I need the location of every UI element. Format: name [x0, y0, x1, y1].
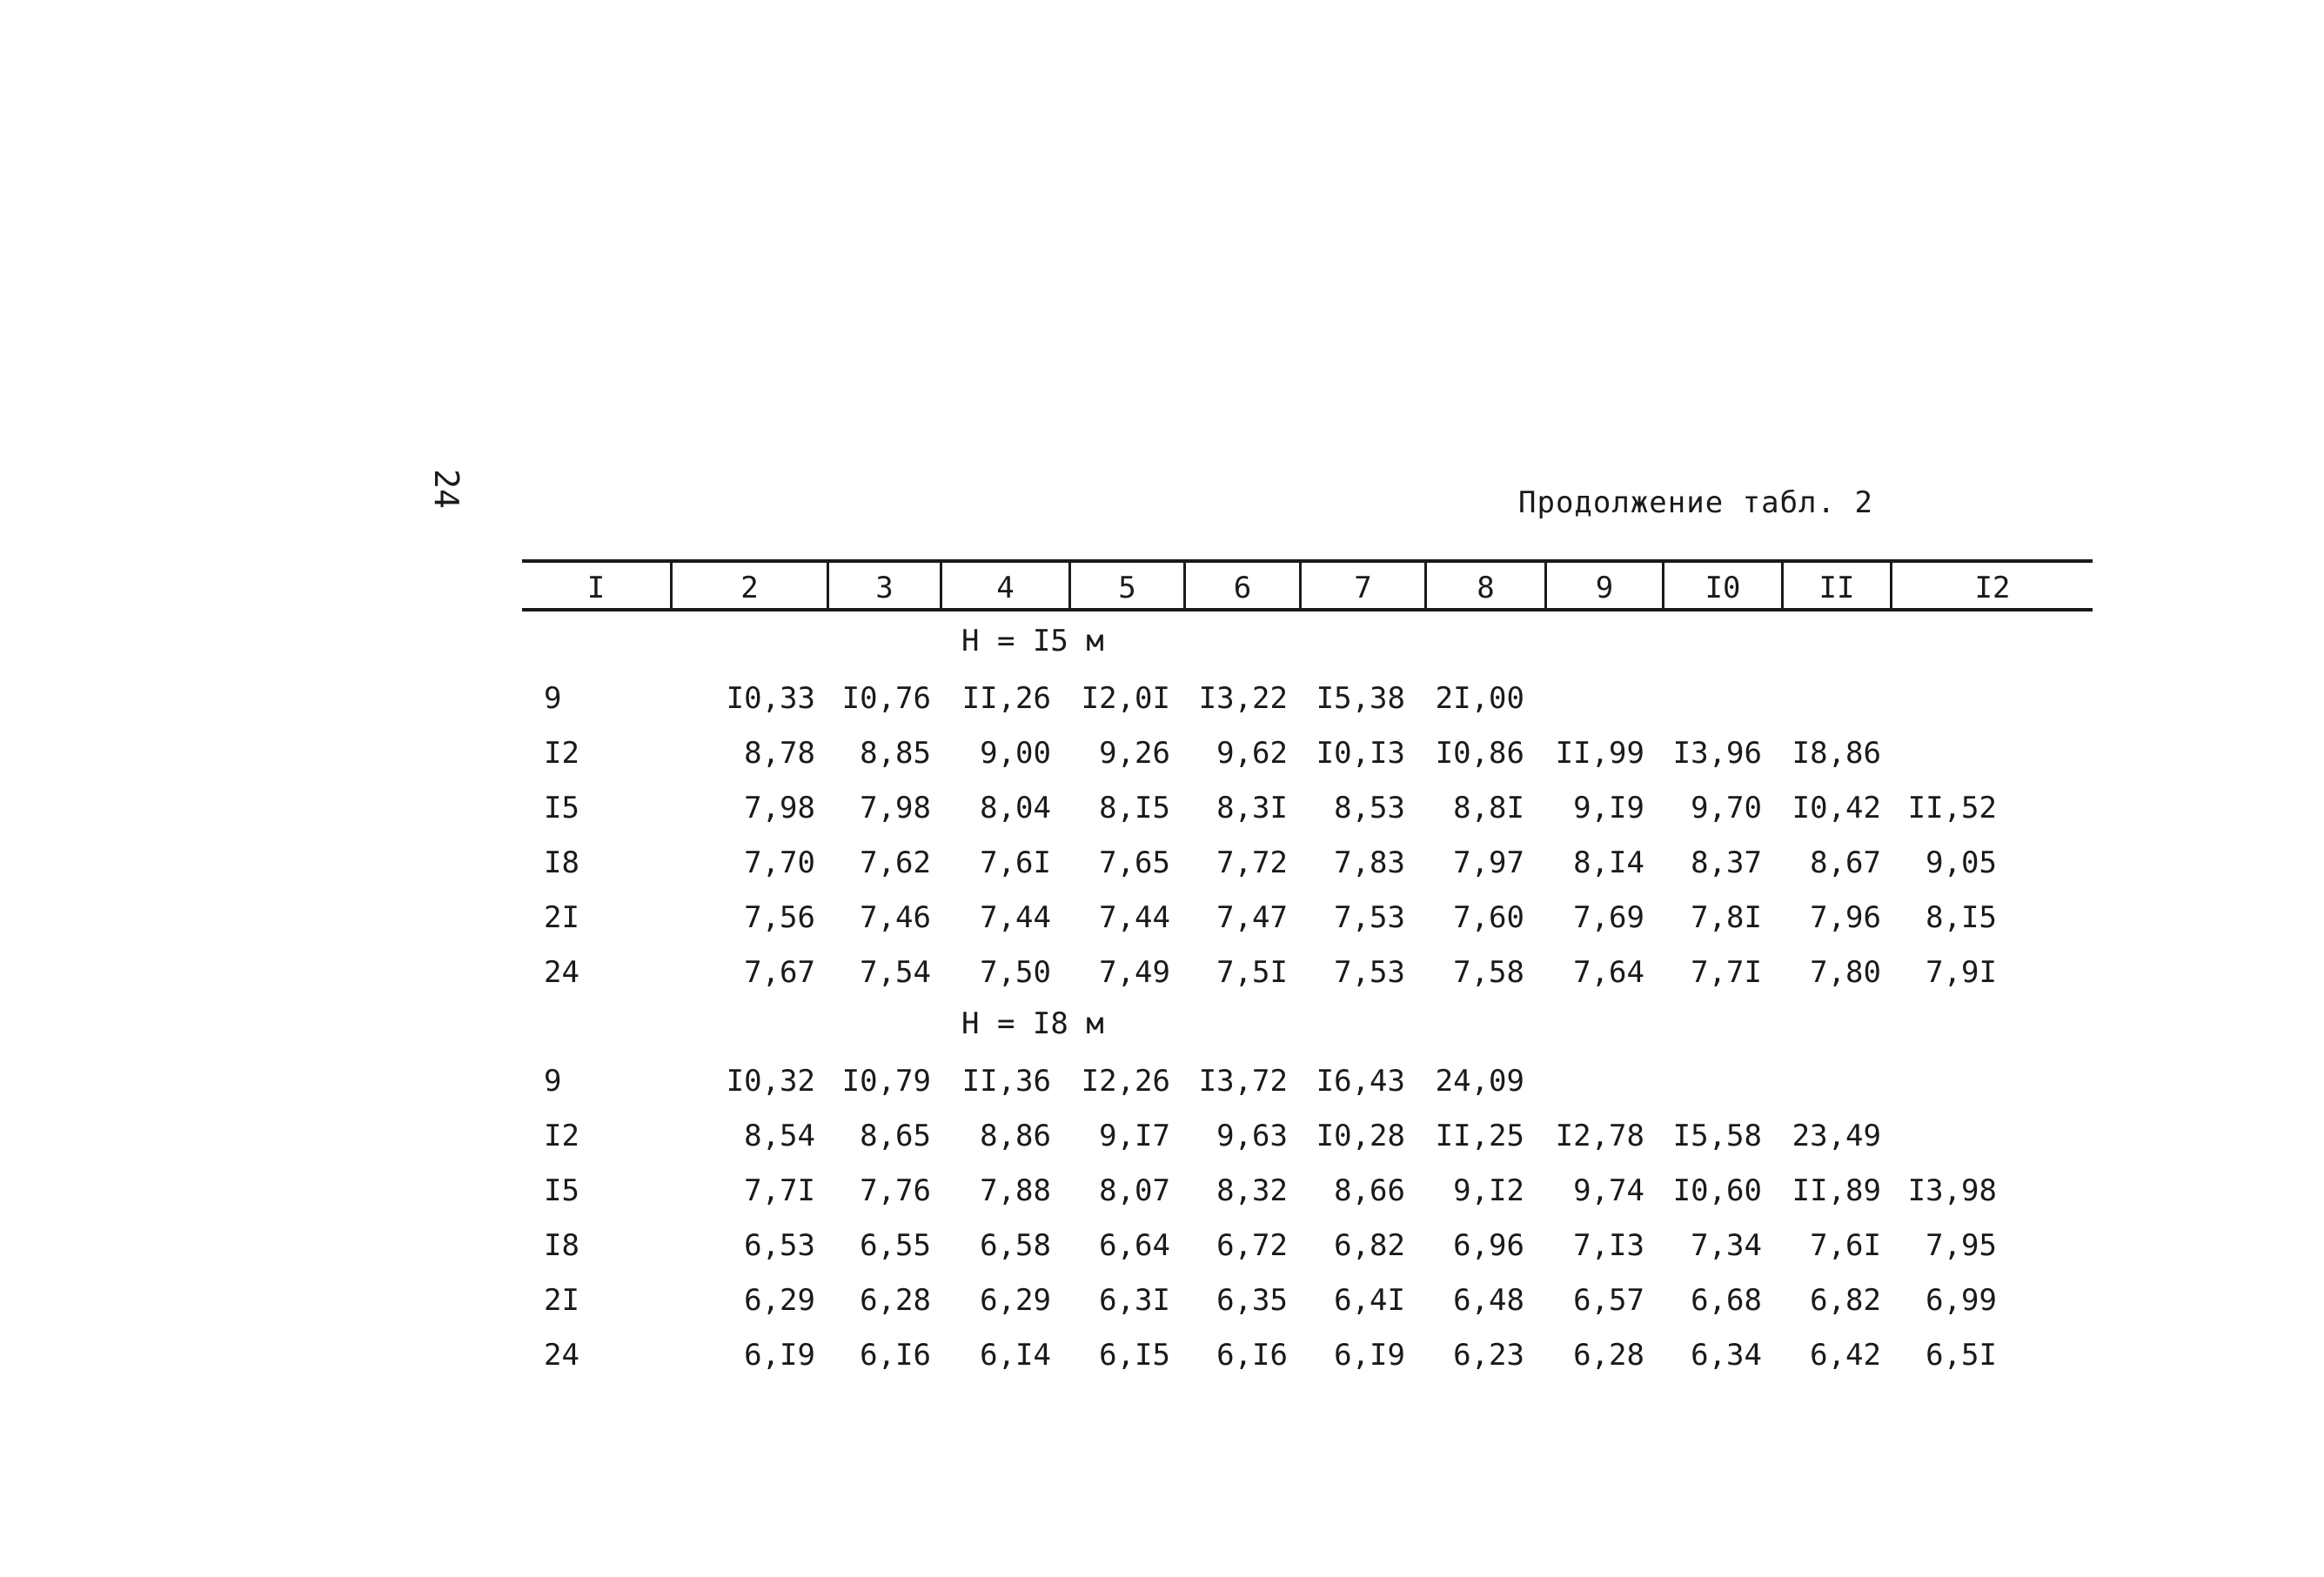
table-row: [522, 1060, 2093, 1102]
table-cell: 6,I9: [1334, 1338, 1405, 1373]
table-cell: 6,I6: [860, 1338, 931, 1373]
table-cell: 7,53: [1334, 955, 1405, 990]
table-cell: I0,86: [1435, 736, 1524, 771]
table-cell: 7,72: [1216, 845, 1288, 880]
table-cell: I8,86: [1792, 736, 1881, 771]
table-cell: I0,I3: [1316, 736, 1405, 771]
table-cell: 8,67: [1810, 845, 1881, 880]
table-cell: 6,29: [744, 1283, 815, 1318]
table-cell: 7,5I: [1216, 955, 1288, 990]
row-label: 24: [544, 955, 579, 990]
table-cell: 7,76: [860, 1173, 931, 1208]
table-cell: 6,I6: [1216, 1338, 1288, 1373]
table-cell: I2,26: [1081, 1064, 1170, 1099]
table-cell: 7,7I: [1691, 955, 1762, 990]
table-cell: 9,I9: [1573, 791, 1644, 825]
table-cell: II,26: [961, 681, 1051, 716]
table-cell: I5,58: [1672, 1119, 1762, 1153]
table-cell: II,99: [1555, 736, 1644, 771]
table-cell: 6,28: [1573, 1338, 1644, 1373]
header-cell-12: I2: [1890, 563, 2093, 608]
row-label: 2I: [544, 1283, 579, 1318]
table-cell: 7,50: [980, 955, 1051, 990]
table-cell: 9,05: [1926, 845, 1997, 880]
table-cell: 7,7I: [744, 1173, 815, 1208]
table-cell: [1523, 678, 1644, 719]
table-cell: 23,49: [1792, 1119, 1881, 1153]
table-cell: 8,54: [744, 1119, 815, 1153]
header-cell-3: 3: [827, 563, 940, 608]
table-cell: 8,32: [1216, 1173, 1288, 1208]
table-cell: [1875, 1060, 1997, 1102]
table-cell: 9,I2: [1453, 1173, 1524, 1208]
table-row: [522, 1334, 2093, 1376]
table-cell: I0,33: [726, 681, 815, 716]
row-label: 9: [544, 681, 562, 716]
header-cell-1: I: [586, 571, 606, 605]
table-row: [522, 678, 2093, 719]
table-cell: 6,58: [980, 1228, 1051, 1263]
header-cell-4: 4: [940, 563, 1068, 608]
table-cell: 9,62: [1216, 736, 1288, 771]
table-row: [522, 732, 2093, 774]
table-body: [522, 611, 2093, 1481]
table-cell: 9,00: [980, 736, 1051, 771]
table-cell: 7,9I: [1926, 955, 1997, 990]
table-cell: I3,72: [1198, 1064, 1288, 1099]
table-cell: I0,32: [726, 1064, 815, 1099]
table-cell: 7,6I: [980, 845, 1051, 880]
table-cell: II,89: [1792, 1173, 1881, 1208]
table-cell: I2,0I: [1081, 681, 1170, 716]
table-cell: 7,62: [860, 845, 931, 880]
table-cell: 8,I5: [1926, 900, 1997, 935]
table-cell: 9,74: [1573, 1173, 1644, 1208]
table-cell: 6,82: [1334, 1228, 1405, 1263]
table-cell: 7,I3: [1573, 1228, 1644, 1263]
table-cell: [1875, 678, 1997, 719]
table-cell: 7,49: [1099, 955, 1170, 990]
table-cell: I0,28: [1316, 1119, 1405, 1153]
table-cell: 8,07: [1099, 1173, 1170, 1208]
table-row: [522, 1280, 2093, 1321]
table-cell: 8,78: [744, 736, 815, 771]
table-cell: 7,6I: [1810, 1228, 1881, 1263]
table-cell: 7,8I: [1691, 900, 1762, 935]
table-cell: 6,68: [1691, 1283, 1762, 1318]
table-cell: 8,04: [980, 791, 1051, 825]
table-cell: 6,28: [860, 1283, 931, 1318]
row-label: I5: [544, 791, 579, 825]
table-cell: 6,72: [1216, 1228, 1288, 1263]
table-cell: 7,83: [1334, 845, 1405, 880]
row-label: I8: [544, 845, 579, 880]
table-cell: 7,44: [1099, 900, 1170, 935]
table-cell: 7,34: [1691, 1228, 1762, 1263]
table-cell: I3,98: [1907, 1173, 1997, 1208]
table-cell: [1759, 1060, 1881, 1102]
table-cell: 7,58: [1453, 955, 1524, 990]
page-number: 24: [427, 469, 465, 509]
table-cell: II,52: [1907, 791, 1997, 825]
row-label: I5: [544, 1173, 579, 1208]
table-cell: 8,3I: [1216, 791, 1288, 825]
table-cell: I6,43: [1316, 1064, 1405, 1099]
table-cell: 7,60: [1453, 900, 1524, 935]
table-cell: 7,70: [744, 845, 815, 880]
table-cell: 7,80: [1810, 955, 1881, 990]
header-cell-5: 5: [1068, 563, 1183, 608]
header-cell-6: 6: [1183, 563, 1299, 608]
table-cell: 8,66: [1334, 1173, 1405, 1208]
table-cell: 7,54: [860, 955, 931, 990]
table-cell: 6,I9: [744, 1338, 815, 1373]
table-cell: 7,98: [744, 791, 815, 825]
table-cell: 6,48: [1453, 1283, 1524, 1318]
table-cell: 2I,00: [1435, 681, 1524, 716]
table-cell: 7,65: [1099, 845, 1170, 880]
table-cell: 9,I7: [1099, 1119, 1170, 1153]
header-cell-2: 2: [670, 563, 827, 608]
table-cell: 6,99: [1926, 1283, 1997, 1318]
table-cell: 9,26: [1099, 736, 1170, 771]
table-cell: 7,96: [1810, 900, 1881, 935]
table-cell: I0,42: [1792, 791, 1881, 825]
table-cell: 7,64: [1573, 955, 1644, 990]
table-cell: 6,34: [1691, 1338, 1762, 1373]
header-cell-9: 9: [1544, 563, 1662, 608]
table-caption: Продолжение табл. 2: [1518, 485, 1873, 520]
header-cell-7: 7: [1299, 563, 1424, 608]
table-cell: 7,53: [1334, 900, 1405, 935]
table-header: [522, 559, 2093, 611]
row-label: I8: [544, 1228, 579, 1263]
table-row: [522, 897, 2093, 939]
table-cell: II,36: [961, 1064, 1051, 1099]
table-cell: 7,44: [980, 900, 1051, 935]
table-cell: 6,57: [1573, 1283, 1644, 1318]
table-row: [522, 1170, 2093, 1212]
table-cell: 7,88: [980, 1173, 1051, 1208]
header-cell-8: 8: [1424, 563, 1544, 608]
table-cell: 7,98: [860, 791, 931, 825]
table-row: [522, 1115, 2093, 1157]
table-row: [522, 1225, 2093, 1266]
table-cell: 7,56: [744, 900, 815, 935]
table-cell: 7,97: [1453, 845, 1524, 880]
header-cell-11: II: [1781, 563, 1890, 608]
table-cell: 8,65: [860, 1119, 931, 1153]
table-cell: I0,60: [1672, 1173, 1762, 1208]
table-cell: 8,I4: [1573, 845, 1644, 880]
table-cell: 8,37: [1691, 845, 1762, 880]
table-cell: [1875, 1115, 1997, 1157]
data-table: [522, 559, 2093, 1481]
table-cell: 7,95: [1926, 1228, 1997, 1263]
table-cell: 6,I4: [980, 1338, 1051, 1373]
table-cell: 8,85: [860, 736, 931, 771]
table-cell: 8,53: [1334, 791, 1405, 825]
table-cell: 6,55: [860, 1228, 931, 1263]
table-row: [522, 842, 2093, 884]
table-cell: I3,96: [1672, 736, 1762, 771]
table-cell: 6,3I: [1099, 1283, 1170, 1318]
table-cell: 6,64: [1099, 1228, 1170, 1263]
table-cell: 24,09: [1435, 1064, 1524, 1099]
table-cell: 7,46: [860, 900, 931, 935]
table-cell: 6,96: [1453, 1228, 1524, 1263]
row-label: 2I: [544, 900, 579, 935]
table-cell: 6,35: [1216, 1283, 1288, 1318]
table-cell: I5,38: [1316, 681, 1405, 716]
table-cell: [1759, 678, 1881, 719]
table-cell: [1640, 1060, 1762, 1102]
row-label: I2: [544, 1119, 579, 1153]
table-cell: 9,70: [1691, 791, 1762, 825]
table-row: [522, 787, 2093, 829]
table-cell: 6,I5: [1099, 1338, 1170, 1373]
row-label: I2: [544, 736, 579, 771]
row-label: 9: [544, 1064, 562, 1099]
table-cell: [1875, 732, 1997, 774]
table-cell: 8,I5: [1099, 791, 1170, 825]
section-title: H = I8 м: [961, 1006, 1104, 1041]
header-cell-10: I0: [1662, 563, 1781, 608]
table-cell: 6,29: [980, 1283, 1051, 1318]
table-cell: 6,23: [1453, 1338, 1524, 1373]
table-cell: I0,76: [841, 681, 931, 716]
table-cell: 6,4I: [1334, 1283, 1405, 1318]
table-cell: 6,42: [1810, 1338, 1881, 1373]
table-cell: [1640, 678, 1762, 719]
table-cell: [1523, 1060, 1644, 1102]
table-cell: 6,5I: [1926, 1338, 1997, 1373]
table-cell: 6,53: [744, 1228, 815, 1263]
row-label: 24: [544, 1338, 579, 1373]
table-cell: I3,22: [1198, 681, 1288, 716]
table-cell: 7,67: [744, 955, 815, 990]
table-cell: 7,47: [1216, 900, 1288, 935]
table-row: [522, 952, 2093, 993]
section-title: H = I5 м: [961, 624, 1104, 658]
table-cell: I0,79: [841, 1064, 931, 1099]
table-cell: 9,63: [1216, 1119, 1288, 1153]
table-cell: II,25: [1435, 1119, 1524, 1153]
table-cell: 8,8I: [1453, 791, 1524, 825]
table-cell: 6,82: [1810, 1283, 1881, 1318]
table-cell: I2,78: [1555, 1119, 1644, 1153]
table-cell: 8,86: [980, 1119, 1051, 1153]
table-cell: 7,69: [1573, 900, 1644, 935]
